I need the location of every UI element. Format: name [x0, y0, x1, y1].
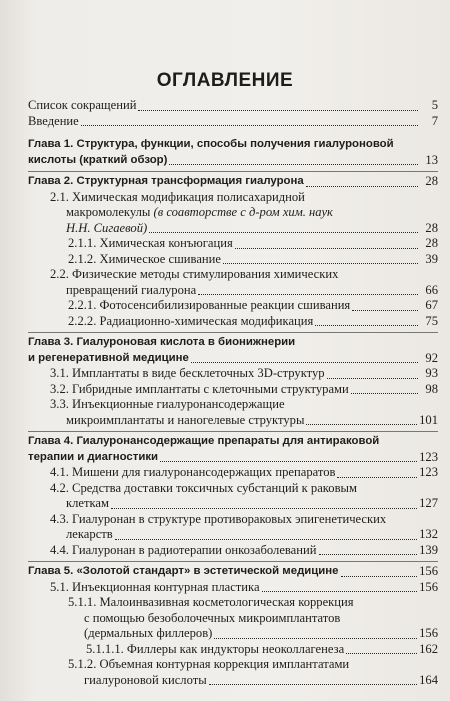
page-number: 98	[425, 381, 438, 396]
dot-leader	[327, 378, 418, 379]
toc-entry-text: и регенеративной медицине	[28, 351, 189, 364]
toc-entry-text: 2.1.2. Химическое сшивание	[68, 251, 221, 266]
toc-entry-text: терапии и диагностики	[28, 450, 159, 463]
toc-entry-text-line: 2.1. Химическая модификация полисахаридной	[50, 189, 305, 204]
table-of-contents	[28, 98, 438, 688]
toc-entry[interactable]	[28, 512, 438, 543]
dot-leader	[115, 539, 417, 540]
page-number: 5	[431, 98, 438, 112]
page-number: 132	[419, 527, 438, 541]
page-number: 164	[419, 672, 438, 687]
toc-entry[interactable]	[28, 252, 438, 268]
dot-leader	[111, 508, 417, 509]
page-number: 139	[419, 542, 438, 557]
page-number: 156	[419, 626, 438, 640]
toc-chapter[interactable]	[28, 335, 438, 366]
toc-entry-text: Глава 2. Структурная трансформация гиалурона	[28, 175, 304, 187]
page-number: 75	[425, 313, 438, 328]
toc-entry[interactable]	[28, 366, 438, 382]
toc-entry[interactable]	[28, 397, 438, 428]
toc-entry[interactable]	[28, 98, 438, 114]
toc-entry[interactable]	[28, 190, 438, 237]
section-divider	[28, 129, 438, 137]
dot-leader	[341, 576, 418, 577]
toc-entry-text: (дермальных филлеров)	[84, 626, 213, 640]
dot-leader	[138, 110, 418, 111]
page-number: 123	[419, 449, 438, 464]
toc-entry[interactable]	[28, 481, 438, 512]
toc-entry[interactable]	[28, 657, 438, 688]
section-divider	[28, 171, 438, 172]
toc-entry-text: превращений гиалурона	[66, 282, 197, 297]
toc-entry-text: 4.1. Мишени для гиалуронансодержащих препаратов	[50, 465, 336, 479]
page-number: 92	[425, 350, 438, 365]
toc-entry-coauthor: (в соавторстве с д-ром хим. наук	[153, 205, 333, 219]
dot-leader	[315, 325, 418, 326]
toc-entry[interactable]	[28, 465, 438, 481]
page-number: 156	[419, 579, 438, 594]
toc-entry-text: 4.4. Гиалуронан в радиотерапии онкозаболеваний	[50, 542, 317, 557]
dot-leader	[306, 424, 417, 425]
page-number: 156	[419, 564, 438, 578]
toc-entry-text: 3.1. Имплантаты в виде бесклеточных 3D-структур	[50, 366, 325, 380]
toc-entry-text-line: 3.3. Инъекционные гиалуронансодержащие	[50, 397, 285, 411]
section-divider	[28, 561, 438, 562]
toc-entry[interactable]	[28, 236, 438, 252]
toc-entry-text-line: с помощью безоболочечных микроимплантатов	[84, 610, 341, 625]
section-divider	[28, 431, 438, 432]
toc-entry-text: Список сокращений	[28, 98, 137, 112]
toc-entry[interactable]	[28, 382, 438, 398]
toc-entry-text: 2.2.2. Радиационно-химическая модификация	[68, 313, 314, 328]
toc-entry[interactable]	[28, 267, 438, 298]
page-number: 101	[419, 412, 438, 427]
toc-entry-text-line: 4.2. Средства доставки токсичных субстанций к раковым	[50, 480, 357, 495]
toc-entry-coauthor-name: Н.Н. Сигаевой)	[66, 220, 148, 235]
page-number: 127	[419, 496, 438, 510]
toc-entry-text: лекарств	[66, 527, 113, 541]
toc-chapter[interactable]	[28, 434, 438, 465]
toc-entry-text: клеткам	[66, 496, 109, 510]
toc-entry-text: макромолекулы	[66, 205, 151, 219]
toc-entry[interactable]	[28, 314, 438, 330]
dot-leader	[351, 393, 418, 394]
toc-entry-text-line: Глава 4. Гиалуронансодержащие препараты для антираковой	[28, 435, 380, 447]
toc-entry[interactable]	[28, 642, 438, 658]
toc-entry-text: 5.1.1.1. Филлеры как индукторы неоколлагенеза	[86, 641, 345, 656]
toc-entry-text: 5.1. Инъекционная контурная пластика	[50, 579, 260, 594]
section-divider	[28, 332, 438, 333]
toc-entry-text-line: 5.1.1. Малоинвазивная косметологическая коррекция	[68, 595, 354, 609]
toc-chapter[interactable]	[28, 174, 438, 190]
toc-chapter[interactable]	[28, 137, 438, 168]
toc-entry[interactable]	[28, 298, 438, 314]
toc-entry-text-line: 5.1.2. Объемная контурная коррекция имплантатами	[68, 657, 350, 671]
dot-leader	[81, 125, 418, 126]
toc-entry[interactable]	[28, 543, 438, 559]
page-number: 67	[425, 298, 438, 312]
dot-leader	[149, 232, 418, 233]
toc-entry-text-line: Глава 1. Структура, функции, способы получения гиалуроновой	[28, 138, 394, 150]
dot-leader	[169, 164, 418, 165]
dot-leader	[209, 684, 417, 685]
dot-leader	[319, 554, 418, 555]
dot-leader	[214, 638, 417, 639]
page-number: 7	[431, 113, 438, 128]
toc-entry[interactable]	[28, 114, 438, 130]
dot-leader	[223, 263, 418, 264]
dot-leader	[262, 591, 418, 592]
dot-leader	[160, 461, 417, 462]
dot-leader	[198, 294, 418, 295]
toc-entry-text-line: 2.2. Физические методы стимулирования химических	[50, 267, 339, 281]
toc-entry-text: гиалуроновой кислоты	[84, 672, 207, 687]
page-number: 66	[425, 282, 438, 297]
toc-entry[interactable]	[28, 580, 438, 596]
page-number: 93	[425, 366, 438, 380]
dot-leader	[191, 362, 418, 363]
toc-entry-text: Введение	[28, 113, 79, 128]
dot-leader	[352, 310, 418, 311]
toc-entry[interactable]	[28, 595, 438, 642]
page-number: 28	[425, 174, 438, 188]
page-number: 39	[425, 251, 438, 266]
toc-entry-text: 2.2.1. Фотосенсибилизированные реакции сшивания	[68, 298, 351, 312]
dot-leader	[306, 186, 418, 187]
toc-entry-text: микроимплантаты и наногелевые структуры	[66, 412, 305, 427]
dot-leader	[235, 248, 418, 249]
toc-entry-text: Глава 5. «Золотой стандарт» в эстетической медицине	[28, 565, 339, 577]
toc-entry-text: 2.1.1. Химическая конъюгация	[68, 236, 233, 250]
page-number: 28	[425, 236, 438, 250]
page-number: 162	[419, 641, 438, 656]
dot-leader	[346, 653, 417, 654]
page-title: ОГЛАВЛЕНИЕ	[156, 70, 294, 91]
toc-entry-text-line: Глава 3. Гиалуроновая кислота в бионижнерии	[28, 336, 296, 348]
toc-entry-text-line: 4.3. Гиалуронан в структуре противораковых эпигенетических	[50, 511, 387, 526]
page-number: 13	[425, 152, 438, 167]
toc-chapter[interactable]	[28, 564, 438, 580]
page-number: 123	[419, 465, 438, 479]
toc-entry-text: кислоты (краткий обзор)	[28, 153, 168, 166]
toc-entry-text: 3.2. Гибридные имплантаты с клеточными структурами	[50, 381, 349, 396]
page-number: 28	[425, 220, 438, 235]
dot-leader	[337, 477, 417, 478]
